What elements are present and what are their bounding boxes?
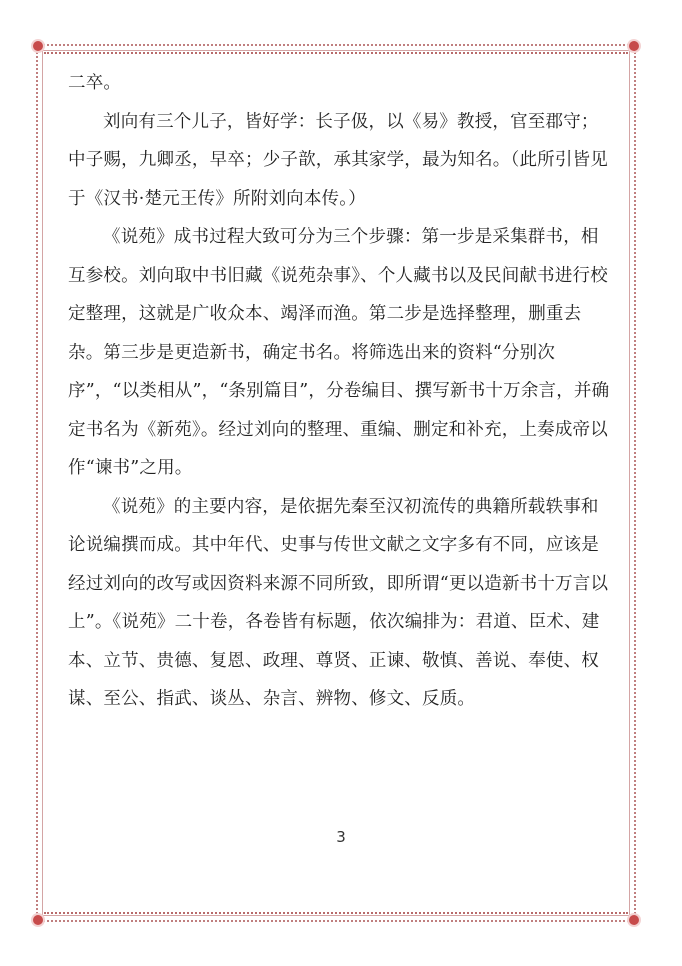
corner-ornament-icon <box>629 41 639 51</box>
paragraph-continuation: 二卒。 <box>68 73 122 93</box>
paragraph-sons: 刘向有三个儿子，皆好学：长子伋，以《易》教授，官至郡守；中子赐，九卿丞，早卒；少子歆，承其家学，最为知名。（此所引皆见于《汉书·楚元王传》所附刘向本传。） <box>68 111 608 209</box>
page-number: 3 <box>336 828 346 846</box>
corner-ornament-icon <box>33 41 43 51</box>
corner-ornament-icon <box>629 915 639 925</box>
paragraph-compilation-process: 《说苑》成书过程大致可分为三个步骤：第一步是采集群书，相互参校。刘向取中书旧藏《说苑杂事》、个人藏书以及民间献书进行校定整理，这就是广收众本、竭泽而渔。第二步是选择整理，删重去杂。第三步是更造新书，确定书名。将筛选出来的资料“分别次序”，“以类相从”，“条别篇目”，分卷编目、撰写新书十万余言，并确定书名为《新苑》。经过刘向的整理、重编、删定和补充，上奏成帝以作“谏书”之用。 <box>68 227 610 478</box>
paragraph-main-content: 《说苑》的主要内容，是依据先秦至汉初流传的典籍所载轶事和论说编撰而成。其中年代、史事与传世文献之文字多有不同，应该是经过刘向的改写或因资料来源不同所致，即所谓“更以造新书十万言以上”。《说苑》二十卷，各卷皆有标题，依次编排为：君道、臣术、建本、立节、贵德、复恩、政理、尊贤、正谏、敬慎、善说、奉使、权谋、至公、指武、谈丛、杂言、辨物、修文、反质。 <box>68 496 609 709</box>
document-body <box>68 64 616 719</box>
corner-ornament-icon <box>33 915 43 925</box>
